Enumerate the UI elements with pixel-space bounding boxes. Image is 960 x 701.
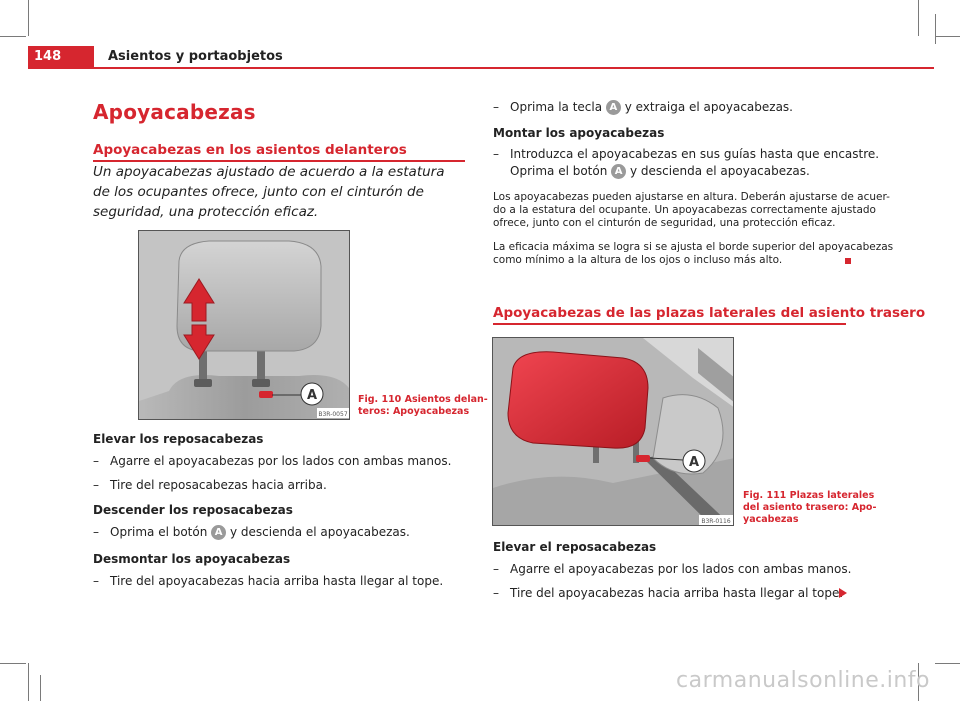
subheading-remove: Desmontar los apoyacabezas [93, 552, 291, 566]
list-item: – Oprima el botón A y descienda el apoyacabezas. [93, 525, 410, 539]
subheading-mount: Montar los apoyacabezas [493, 126, 665, 140]
figure-label: A [688, 455, 700, 470]
subheading-raise: Elevar los reposacabezas [93, 432, 264, 446]
crop-mark [935, 14, 936, 44]
ref-circle: A [606, 100, 621, 115]
figure-caption: Fig. 111 Plazas laterales del asiento trasero: Apo- yacabezas [743, 490, 877, 525]
note-paragraph: Los apoyacabezas pueden ajustarse en altura. Deberán ajustarse de acuer- do a la estatura del ocupante. Un apoyacabezas correctamente ajustado ofrece, junto con el cinturón de seguridad, una protección eficaz. [493, 191, 890, 229]
crop-mark [918, 0, 919, 36]
section-heading: Apoyacabezas en los asientos delanteros [93, 142, 407, 158]
crop-mark [28, 0, 29, 36]
intro-text: Un apoyacabezas ajustado de acuerdo a la estatura de los ocupantes ofrece, junto con el cinturón de seguridad, una protección eficaz. [93, 164, 445, 220]
list-item: – Tire del reposacabezas hacia arriba. [93, 478, 327, 492]
header-rule [28, 67, 934, 69]
subheading-lower: Descender los reposacabezas [93, 503, 293, 517]
section-rule [493, 323, 846, 325]
crop-mark [0, 36, 26, 37]
note-paragraph: La eficacia máxima se logra si se ajusta el borde superior del apoyacabezas como mínimo a la altura de los ojos o incluso más alto. [493, 241, 894, 266]
figure-code: B3R-0116 [701, 518, 731, 525]
list-item: – Tire del apoyacabezas hacia arriba hasta llegar al tope. [93, 574, 444, 588]
running-header: Asientos y portaobjetos [108, 49, 283, 64]
subheading-raise-rear: Elevar el reposacabezas [493, 540, 657, 554]
page-number: 148 [28, 46, 94, 68]
list-item-cont: Oprima el botón A y descienda el apoyacabezas. [510, 164, 810, 178]
end-of-section-mark [845, 258, 851, 264]
watermark: carmanualsonline.info [676, 668, 930, 693]
list-item: – Agarre el apoyacabezas por los lados con ambas manos. [493, 562, 852, 576]
figure-code: B3R-0057 [318, 411, 348, 418]
ref-circle: A [611, 164, 626, 179]
headrest-illustration [139, 231, 350, 420]
figure-caption: Fig. 110 Asientos delan- teros: Apoyacabezas [358, 394, 488, 417]
figure-label: A [306, 388, 318, 403]
list-item: – Introduzca el apoyacabezas en sus guías hasta que encastre. [493, 147, 880, 161]
crop-mark [0, 663, 26, 664]
list-item: – Tire del apoyacabezas hacia arriba hasta llegar al tope. [493, 586, 844, 600]
crop-mark [935, 36, 960, 37]
crop-mark [28, 663, 29, 701]
crop-mark [40, 675, 41, 701]
page-title: Apoyacabezas [93, 100, 256, 124]
figure-110 [138, 230, 350, 420]
list-item: – Agarre el apoyacabezas por los lados con ambas manos. [93, 454, 452, 468]
figure-111 [492, 337, 734, 526]
section-heading: Apoyacabezas de las plazas laterales del asiento trasero [493, 305, 926, 321]
rear-headrest-illustration [493, 338, 734, 526]
list-item: – Oprima la tecla A y extraiga el apoyacabezas. [493, 100, 793, 114]
continue-arrow-icon [839, 588, 847, 598]
crop-mark [935, 663, 960, 664]
ref-circle: A [211, 525, 226, 540]
